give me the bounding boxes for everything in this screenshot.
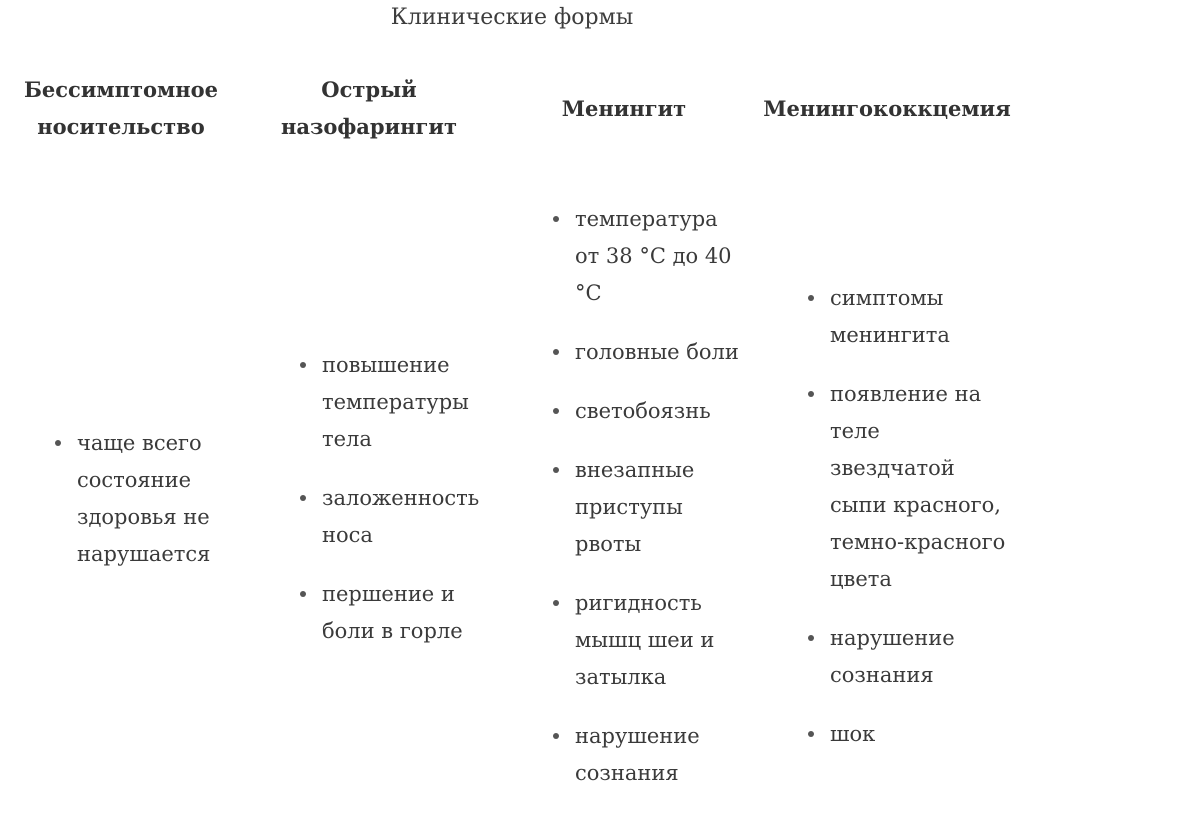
list-item: першение и боли в горле [298,576,488,650]
list-item: чаще всего состояние здоровья не нарушается [53,425,213,573]
list-item: головные боли [551,334,741,371]
list-item: появление на теле звездчатой сыпи красного, темно-красного цвета [806,376,1006,598]
header-line: назофарингит [280,114,458,139]
symptom-list-meningococcemia [806,280,1006,753]
symptom-list-asymptomatic-carriage [53,425,213,573]
header-line: носительство [37,114,205,139]
table-caption: Клинические формы [390,5,634,30]
list-item: температура от 38 °С до 40 °С [551,201,741,312]
list-item: светобоязнь [551,393,741,430]
header-line: Острый [321,77,417,102]
list-item: нарушение сознания [806,620,1006,694]
list-item: симптомы менингита [806,280,1006,354]
symptom-list-meningitis [551,201,741,792]
column-header-meningitis [540,90,708,127]
list-item: ригидность мышц шеи и затылка [551,585,741,696]
column-header-acute-nasopharyngitis [270,71,468,145]
column-header-asymptomatic-carriage [20,71,222,145]
list-item: нарушение сознания [551,718,741,792]
symptom-list-acute-nasopharyngitis [298,347,488,650]
column-header-meningococcemia [760,90,1014,127]
header-line: Менингит [561,96,687,121]
list-item: внезапные приступы рвоты [551,452,741,563]
header-line: Бессимптомное [23,77,219,102]
list-item: заложенность носа [298,480,488,554]
list-item: повышение температуры тела [298,347,488,458]
header-line: Менингококкцемия [763,96,1011,121]
list-item: шок [806,716,1006,753]
